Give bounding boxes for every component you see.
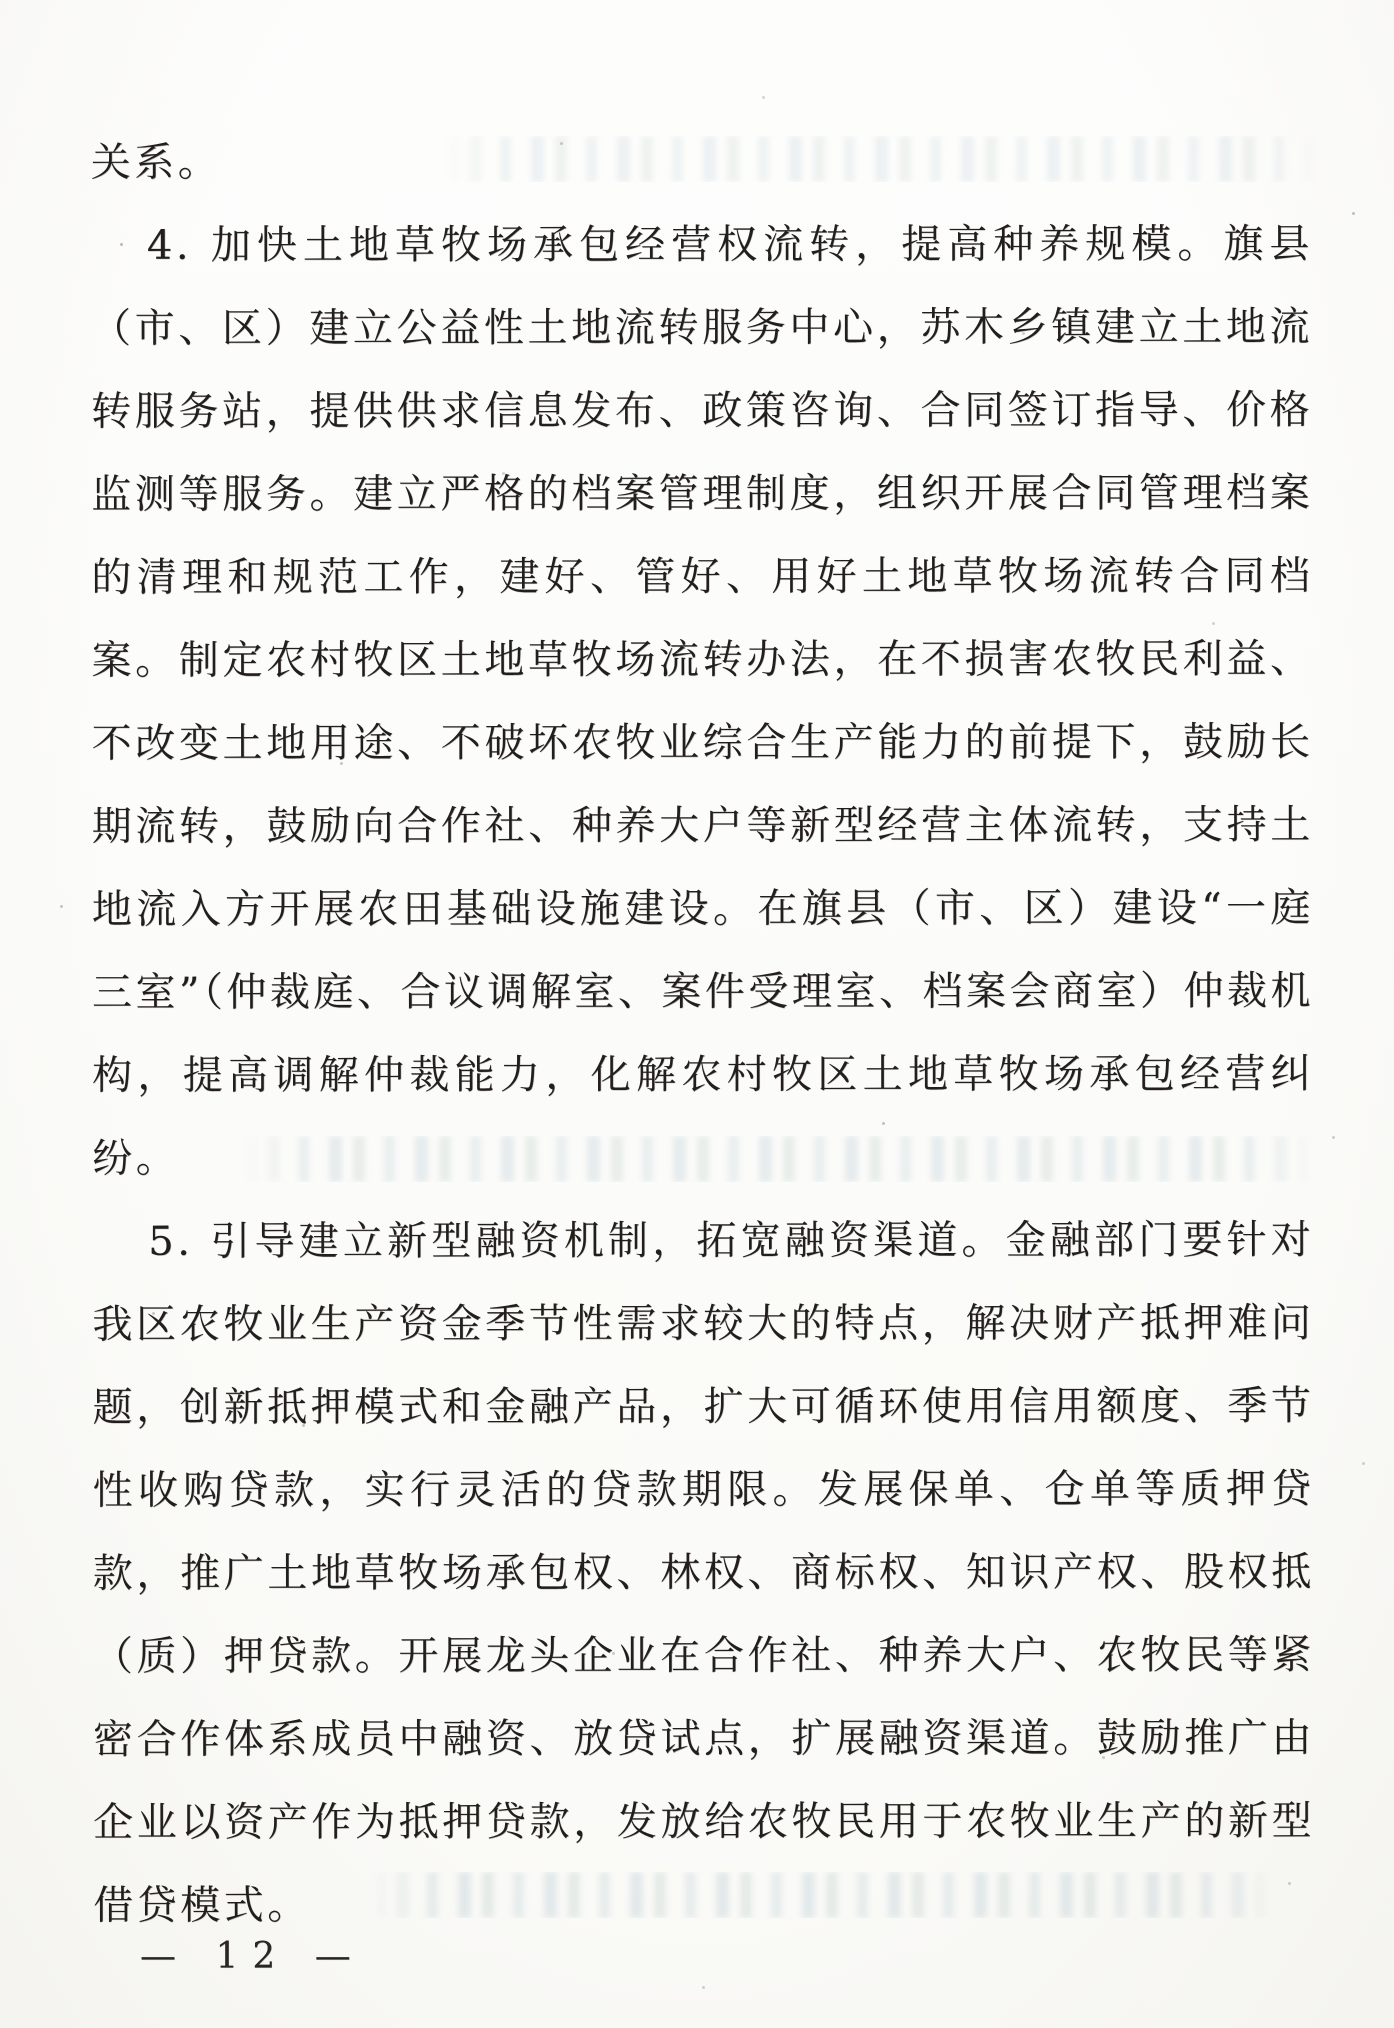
paragraph-item-4: 4. 加快土地草牧场承包经营权流转，提高种养规模。旗县（市、区）建立公益性土地流转服务中心，苏木乡镇建立土地流转服务站，提供供求信息发布、政策咨询、合同签订指导、价格监测等服务。建立严格的档案管理制度，组织开展合同管理档案的清理和规范工作，建好、管好、用好土地草牧场流转合同档案。制定农村牧区土地草牧场流转办法，在不损害农牧民利益、不改变土地用途、不破坏农牧业综合生产能力的前提下，鼓励长期流转，鼓励向合作社、种养大户等新型经营主体流转，支持土地流入方开展农田基础设施建设。在旗县（市、区）建设“一庭三室”（仲裁庭、合议调解室、案件受理室、档案会商室）仲裁机构，提高调解仲裁能力，化解农村牧区土地草牧场承包经营纠纷。 <box>90 221 1315 1182</box>
paragraph-continuation: 关系。 <box>90 139 222 186</box>
page-number: — 12 — <box>140 1936 365 1977</box>
scan-noise-specks <box>0 0 3 3</box>
document-text-block <box>91 120 1316 1948</box>
paragraph-item-5: 5. 引导建立新型融资机制，拓宽融资渠道。金融部门要针对我区农牧业生产资金季节性需求较大的特点，解决财产抵押难问题，创新抵押模式和金融产品，扩大可循环使用信用额度、季节性收购贷款，实行灵活的贷款期限。发展保单、仓单等质押贷款，推广土地草牧场承包权、林权、商标权、知识产权、股权抵（质）押贷款。开展龙头企业在合作社、种养大户、农牧民等紧密合作体系成员中融资、放贷试点，扩展融资渠道。鼓励推广由企业以资产作为抵押贷款，发放给农牧民用于农牧业生产的新型借贷模式。 <box>92 1217 1316 1929</box>
